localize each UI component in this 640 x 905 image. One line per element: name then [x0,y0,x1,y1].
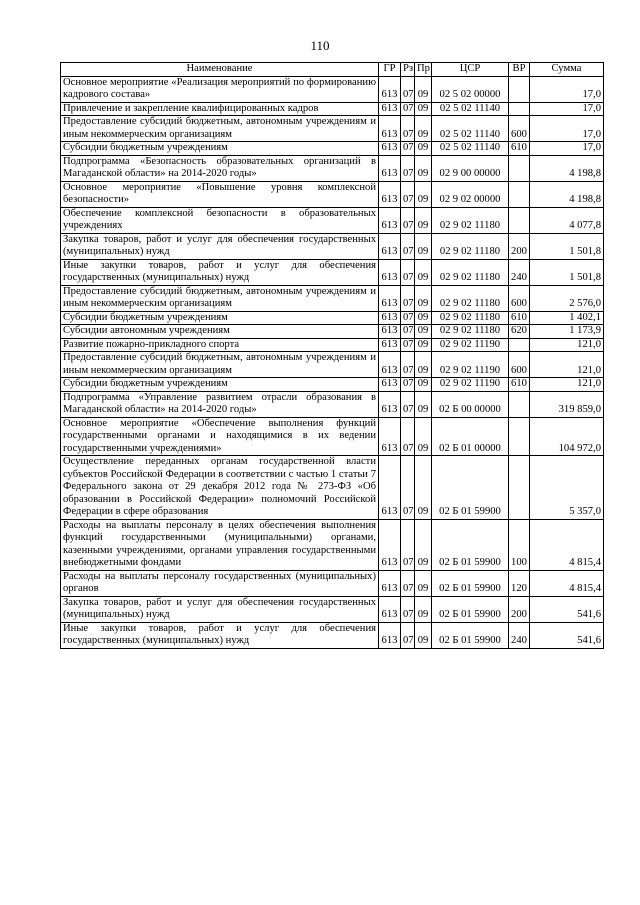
cell-name: Субсидии бюджетным учреждениям [61,378,379,392]
cell-rz: 07 [401,456,415,520]
cell-vr: 600 [509,352,530,378]
cell-name: Предоставление субсидий бюджетным, автономным учреждениям и иным некоммерческим организациям [61,285,379,311]
cell-csr: 02 9 02 11190 [432,378,509,392]
header-csr: ЦСР [432,63,509,77]
cell-name: Расходы на выплаты персоналу государственных (муниципальных) органов [61,570,379,596]
cell-rz: 07 [401,391,415,417]
cell-gr: 613 [379,311,401,325]
cell-name: Предоставление субсидий бюджетным, автономным учреждениям и иным некоммерческим организациям [61,352,379,378]
cell-gr: 613 [379,116,401,142]
cell-csr: 02 5 02 11140 [432,102,509,116]
cell-sum: 17,0 [530,142,604,156]
cell-vr [509,391,530,417]
cell-sum: 4 815,4 [530,570,604,596]
cell-sum: 4 077,8 [530,207,604,233]
cell-gr: 613 [379,259,401,285]
cell-rz: 07 [401,233,415,259]
cell-name: Привлечение и закрепление квалифицированных кадров [61,102,379,116]
cell-rz: 07 [401,596,415,622]
cell-rz: 07 [401,142,415,156]
cell-vr: 120 [509,570,530,596]
cell-gr: 613 [379,207,401,233]
cell-vr [509,181,530,207]
cell-csr: 02 Б 01 59900 [432,570,509,596]
cell-pr: 09 [415,352,432,378]
table-row [61,456,604,520]
cell-vr: 240 [509,622,530,648]
table-row [61,102,604,116]
header-gr: ГР [379,63,401,77]
cell-rz: 07 [401,622,415,648]
header-vr: ВР [509,63,530,77]
cell-sum: 1 501,8 [530,233,604,259]
cell-vr: 610 [509,311,530,325]
cell-pr: 09 [415,102,432,116]
cell-pr: 09 [415,207,432,233]
header-pr: Пр [415,63,432,77]
cell-pr: 09 [415,519,432,570]
cell-name: Основное мероприятие «Обеспечение выполнения функций государственными органами и находящимися в их ведении государственными учреждениями» [61,417,379,456]
cell-rz: 07 [401,207,415,233]
table-row [61,378,604,392]
cell-pr: 09 [415,155,432,181]
cell-sum: 121,0 [530,338,604,352]
cell-name: Расходы на выплаты персоналу в целях обеспечения выполнения функций государственными (муниципальными) органами, казенными учреждениями, органами управления государственными внебюджетными фондами [61,519,379,570]
cell-csr: 02 Б 00 00000 [432,391,509,417]
cell-vr: 200 [509,596,530,622]
cell-rz: 07 [401,519,415,570]
cell-gr: 613 [379,76,401,102]
cell-sum: 1 402,1 [530,311,604,325]
cell-csr: 02 9 02 00000 [432,181,509,207]
cell-csr: 02 9 02 11190 [432,338,509,352]
cell-vr: 610 [509,378,530,392]
cell-gr: 613 [379,391,401,417]
cell-name: Закупка товаров, работ и услуг для обеспечения государственных (муниципальных) нужд [61,233,379,259]
cell-vr: 200 [509,233,530,259]
table-row [61,417,604,456]
table-row [61,622,604,648]
table-row [61,207,604,233]
cell-vr: 600 [509,285,530,311]
cell-sum: 319 859,0 [530,391,604,417]
cell-csr: 02 Б 01 00000 [432,417,509,456]
cell-vr: 100 [509,519,530,570]
cell-pr: 09 [415,259,432,285]
cell-name: Субсидии автономным учреждениям [61,325,379,339]
cell-gr: 613 [379,570,401,596]
cell-rz: 07 [401,285,415,311]
cell-vr [509,338,530,352]
cell-rz: 07 [401,155,415,181]
cell-rz: 07 [401,338,415,352]
cell-rz: 07 [401,325,415,339]
cell-gr: 613 [379,325,401,339]
cell-vr [509,456,530,520]
cell-pr: 09 [415,233,432,259]
table-row [61,76,604,102]
cell-pr: 09 [415,570,432,596]
cell-pr: 09 [415,378,432,392]
table-row [61,181,604,207]
cell-rz: 07 [401,181,415,207]
cell-gr: 613 [379,352,401,378]
table-row [61,311,604,325]
cell-pr: 09 [415,311,432,325]
header-sum: Сумма [530,63,604,77]
cell-pr: 09 [415,456,432,520]
table-row [61,325,604,339]
table-row [61,142,604,156]
cell-vr [509,76,530,102]
cell-pr: 09 [415,325,432,339]
cell-name: Иные закупки товаров, работ и услуг для обеспечения государственных (муниципальных) нужд [61,259,379,285]
table-row [61,233,604,259]
cell-gr: 613 [379,102,401,116]
cell-csr: 02 5 02 00000 [432,76,509,102]
cell-vr [509,417,530,456]
table-row [61,338,604,352]
cell-name: Осуществление переданных органам государственной власти субъектов Российской Федерации в соответствии с частью 1 статьи 7 Федерального закона от 29 декабря 2012 года № 273-ФЗ «Об образовании в Российской Федерации» полномочий Российской Федерации в сфере образования [61,456,379,520]
cell-csr: 02 Б 01 59900 [432,519,509,570]
cell-pr: 09 [415,142,432,156]
budget-table [60,62,604,649]
cell-name: Обеспечение комплексной безопасности в образовательных учреждениях [61,207,379,233]
cell-csr: 02 9 02 11180 [432,259,509,285]
table-row [61,570,604,596]
cell-csr: 02 9 02 11180 [432,233,509,259]
cell-rz: 07 [401,311,415,325]
cell-pr: 09 [415,338,432,352]
cell-gr: 613 [379,142,401,156]
cell-sum: 104 972,0 [530,417,604,456]
cell-sum: 17,0 [530,102,604,116]
cell-vr [509,102,530,116]
cell-vr: 240 [509,259,530,285]
table-row [61,596,604,622]
cell-name: Субсидии бюджетным учреждениям [61,142,379,156]
cell-pr: 09 [415,116,432,142]
cell-gr: 613 [379,596,401,622]
cell-vr: 610 [509,142,530,156]
cell-sum: 2 576,0 [530,285,604,311]
cell-rz: 07 [401,76,415,102]
cell-csr: 02 9 02 11180 [432,311,509,325]
cell-gr: 613 [379,378,401,392]
cell-sum: 121,0 [530,378,604,392]
cell-csr: 02 9 00 00000 [432,155,509,181]
table-row [61,155,604,181]
table-body [61,76,604,648]
cell-sum: 541,6 [530,596,604,622]
cell-sum: 541,6 [530,622,604,648]
cell-sum: 4 815,4 [530,519,604,570]
table-row [61,116,604,142]
header-name: Наименование [61,63,379,77]
cell-name: Иные закупки товаров, работ и услуг для обеспечения государственных (муниципальных) нужд [61,622,379,648]
page-number: 110 [310,38,330,53]
cell-rz: 07 [401,570,415,596]
cell-name: Развитие пожарно-прикладного спорта [61,338,379,352]
cell-csr: 02 Б 01 59900 [432,456,509,520]
cell-vr: 620 [509,325,530,339]
cell-vr [509,155,530,181]
cell-pr: 09 [415,285,432,311]
cell-name: Закупка товаров, работ и услуг для обеспечения государственных (муниципальных) нужд [61,596,379,622]
cell-pr: 09 [415,181,432,207]
cell-name: Субсидии бюджетным учреждениям [61,311,379,325]
cell-name: Подпрограмма «Управление развитием отрасли образования в Магаданской области» на 2014-2020 годы» [61,391,379,417]
cell-pr: 09 [415,596,432,622]
cell-rz: 07 [401,417,415,456]
table-header-row [61,63,604,77]
cell-csr: 02 9 02 11180 [432,325,509,339]
cell-name: Подпрограмма «Безопасность образовательных организаций в Магаданской области» на 2014-2020 годы» [61,155,379,181]
cell-name: Предоставление субсидий бюджетным, автономным учреждениям и иным некоммерческим организациям [61,116,379,142]
cell-gr: 613 [379,338,401,352]
cell-gr: 613 [379,285,401,311]
cell-vr: 600 [509,116,530,142]
cell-csr: 02 9 02 11180 [432,207,509,233]
cell-sum: 121,0 [530,352,604,378]
cell-vr [509,207,530,233]
cell-rz: 07 [401,352,415,378]
cell-pr: 09 [415,391,432,417]
cell-gr: 613 [379,233,401,259]
cell-sum: 5 357,0 [530,456,604,520]
table-row [61,285,604,311]
cell-csr: 02 Б 01 59900 [432,622,509,648]
table-row [61,352,604,378]
table-row [61,519,604,570]
cell-name: Основное мероприятие «Повышение уровня комплексной безопасности» [61,181,379,207]
cell-gr: 613 [379,622,401,648]
cell-csr: 02 5 02 11140 [432,142,509,156]
table-row [61,259,604,285]
cell-sum: 1 173,9 [530,325,604,339]
cell-csr: 02 9 02 11180 [432,285,509,311]
cell-gr: 613 [379,155,401,181]
cell-gr: 613 [379,417,401,456]
cell-rz: 07 [401,116,415,142]
cell-pr: 09 [415,417,432,456]
cell-rz: 07 [401,102,415,116]
cell-csr: 02 5 02 11140 [432,116,509,142]
cell-csr: 02 9 02 11190 [432,352,509,378]
cell-pr: 09 [415,622,432,648]
table-row [61,391,604,417]
cell-sum: 17,0 [530,76,604,102]
cell-gr: 613 [379,519,401,570]
cell-gr: 613 [379,456,401,520]
cell-name: Основное мероприятие «Реализация мероприятий по формированию кадрового состава» [61,76,379,102]
cell-csr: 02 Б 01 59900 [432,596,509,622]
cell-rz: 07 [401,259,415,285]
cell-rz: 07 [401,378,415,392]
header-rz: Рз [401,63,415,77]
cell-sum: 4 198,8 [530,155,604,181]
cell-sum: 17,0 [530,116,604,142]
cell-sum: 4 198,8 [530,181,604,207]
cell-pr: 09 [415,76,432,102]
cell-gr: 613 [379,181,401,207]
cell-sum: 1 501,8 [530,259,604,285]
